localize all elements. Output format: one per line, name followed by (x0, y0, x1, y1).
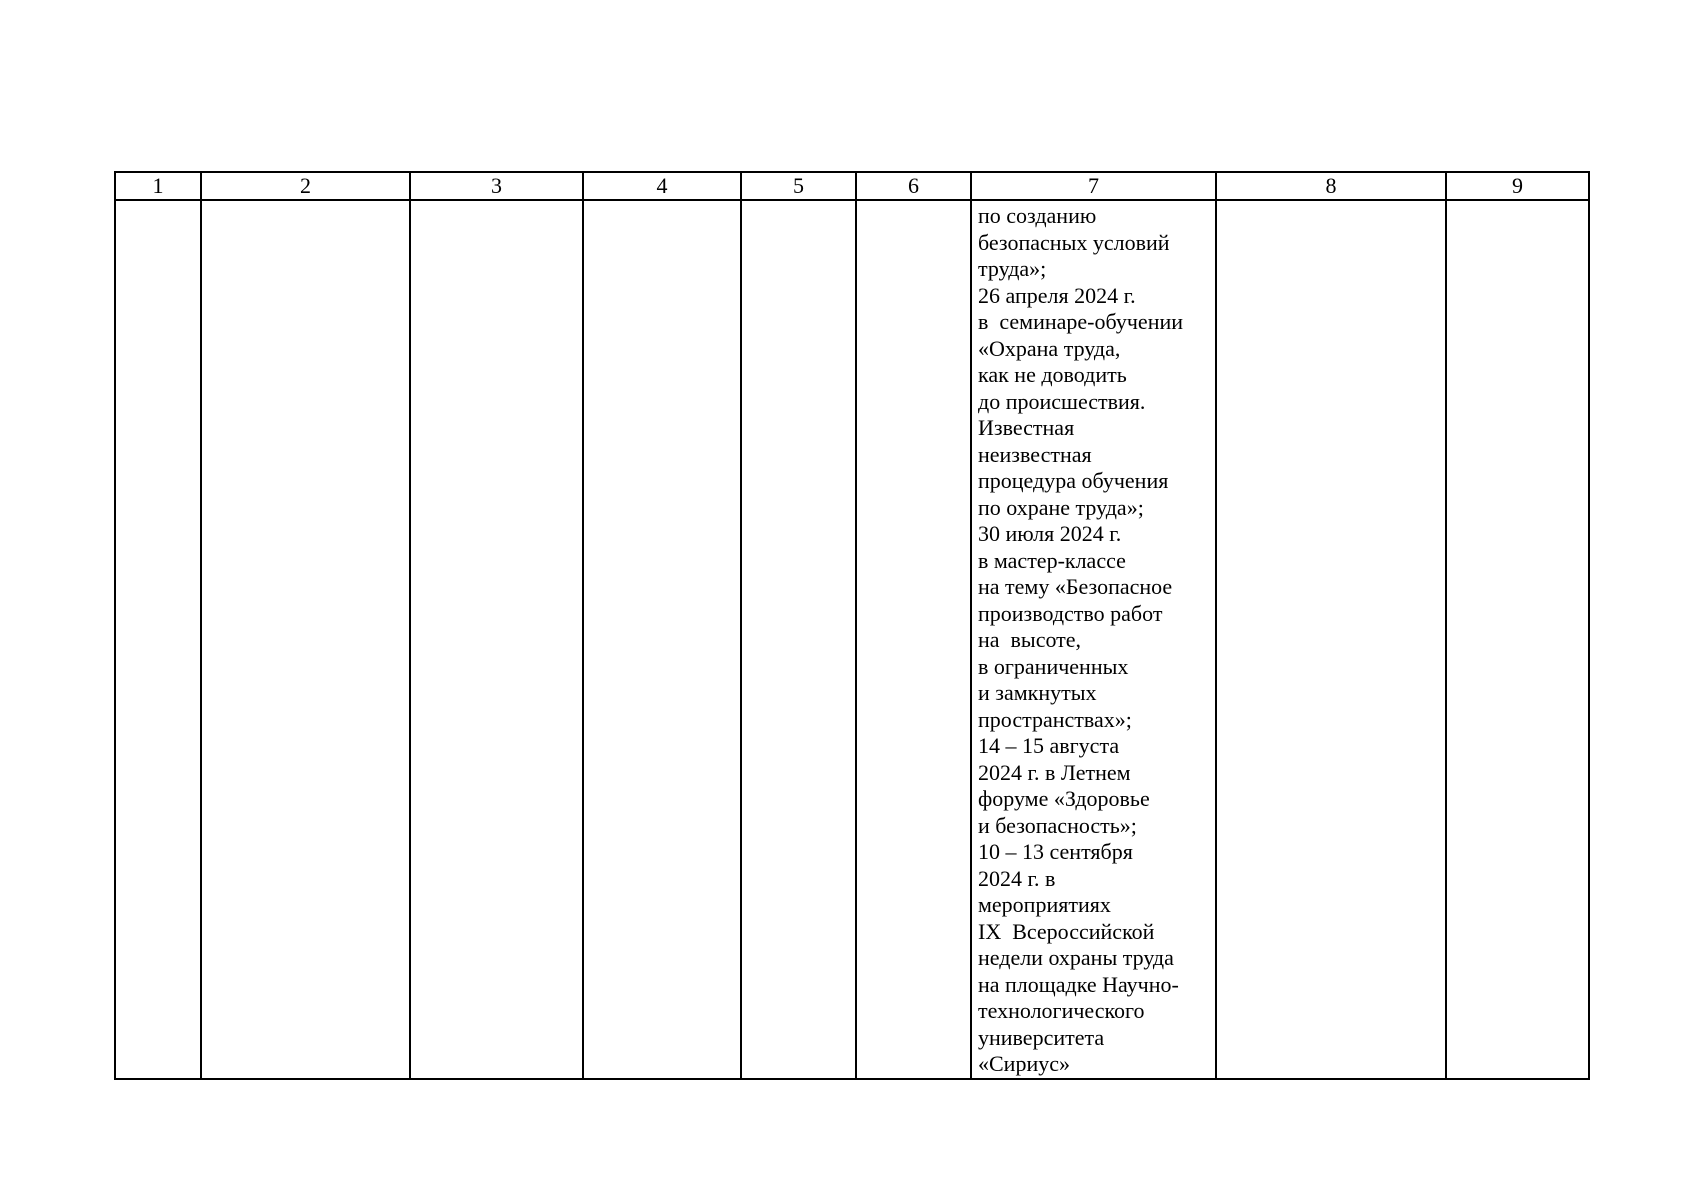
cell-col-3 (410, 200, 583, 1079)
header-row (115, 172, 1589, 200)
column-header-3: 3 (410, 172, 583, 200)
cell-text-col-1 (116, 201, 200, 203)
cell-text-col-3 (411, 201, 582, 203)
column-header-7: 7 (971, 172, 1216, 200)
column-header-8: 8 (1216, 172, 1446, 200)
column-header-9: 9 (1446, 172, 1589, 200)
cell-col-8 (1216, 200, 1446, 1079)
cell-text-col-7: по созданию безопасных условий труда»; 26 апреля 2024 г. в семинаре-обучении «Охрана труда, как не доводить до происшествия. Известная неизвестная процедура обучения по охране труда»; 30 июля 2024 г. в мастер-классе на тему «Безопасное производство работ на высоте, в ограниченных и замкнутых пространствах»; 14 – 15 августа 2024 г. в Летнем форуме «Здоровье и безопасность»; 10 – 13 сентября 2024 г. в мероприятиях IX Всероссийской недели охраны труда на площадке Научно- технологического университета «Сириус» (978, 203, 1184, 1076)
cell-col-1 (115, 200, 201, 1079)
cell-col-2 (201, 200, 410, 1079)
column-header-6: 6 (856, 172, 971, 200)
cell-text-col-2 (202, 201, 409, 203)
cell-col-6 (856, 200, 971, 1079)
cell-col-9 (1446, 200, 1589, 1079)
cell-text-col-4 (584, 201, 740, 203)
cell-text-col-6 (857, 201, 970, 203)
cell-text-col-8 (1217, 201, 1445, 203)
cell-col-5 (741, 200, 856, 1079)
cell-text-col-5 (742, 201, 855, 203)
document-table (114, 171, 1590, 1080)
cell-col-4 (583, 200, 741, 1079)
column-header-1: 1 (115, 172, 201, 200)
column-header-4: 4 (583, 172, 741, 200)
cell-col-7 (971, 200, 1216, 1079)
column-header-2: 2 (201, 172, 410, 200)
column-header-5: 5 (741, 172, 856, 200)
cell-text-col-9 (1447, 201, 1588, 203)
table-row (115, 200, 1589, 1079)
